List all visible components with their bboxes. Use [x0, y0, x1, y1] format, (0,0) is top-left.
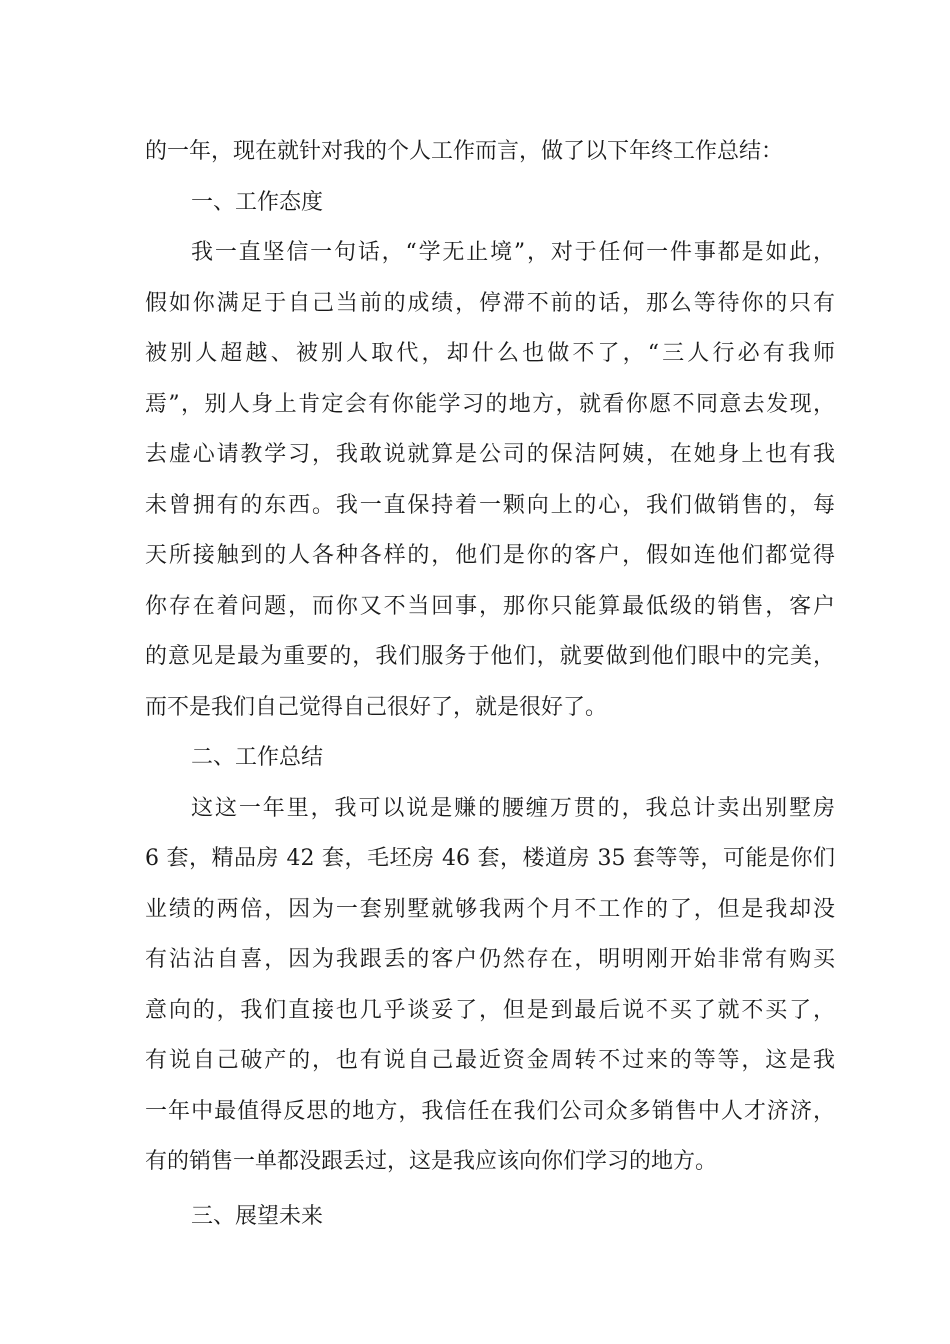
- paragraph-line: 有沾沾自喜，因为我跟丢的客户仍然存在，明明刚开始非常有购买: [145, 947, 835, 972]
- paragraph-line: 焉”，别人身上肯定会有你能学习的地方，就看你愿不同意去发现，: [145, 391, 835, 417]
- paragraph-line: 这这一年里，我可以说是赚的腰缠万贯的，我总计卖出别墅房: [191, 795, 835, 821]
- paragraph-line: 有的销售一单都没跟丢过，这是我应该向你们学习的地方。: [145, 1149, 718, 1174]
- paragraph-line: 我一直坚信一句话，“学无止境”，对于任何一件事都是如此，: [191, 240, 835, 265]
- paragraph-line: 意向的，我们直接也几乎谈妥了，但是到最后说不买了就不买了，: [145, 997, 835, 1023]
- paragraph-line: 一年中最值得反思的地方，我信任在我们公司众多销售中人才济济，: [145, 1098, 835, 1124]
- paragraph-line: 被别人超越、被别人取代，却什么也做不了，“三人行必有我师: [145, 341, 835, 366]
- paragraph-line: 去虚心请教学习，我敢说就算是公司的保洁阿姨，在她身上也有我: [145, 442, 835, 467]
- section-heading-work-summary: 二、工作总结: [191, 745, 324, 770]
- paragraph-line: 6 套，精品房 42 套，毛坯房 46 套，楼道房 35 套等等，可能是你们: [145, 846, 835, 871]
- section-heading-work-attitude: 一、工作态度: [191, 189, 324, 215]
- paragraph-line: 天所接触到的人各种各样的，他们是你的客户，假如连他们都觉得: [145, 543, 835, 568]
- paragraph-line: 假如你满足于自己当前的成绩，停滞不前的话，那么等待你的只有: [145, 290, 835, 316]
- paragraph-line: 你存在着问题，而你又不当回事，那你只能算最低级的销售，客户: [145, 593, 835, 619]
- paragraph-line: 有说自己破产的，也有说自己最近资金周转不过来的等等，这是我: [145, 1048, 835, 1073]
- section-heading-future-outlook: 三、展望未来: [191, 1203, 324, 1229]
- paragraph-line: 的意见是最为重要的，我们服务于他们，就要做到他们眼中的完美，: [145, 644, 835, 669]
- paragraph-line: 未曾拥有的东西。我一直保持着一颗向上的心，我们做销售的，每: [145, 492, 835, 518]
- paragraph-line: 的一年，现在就针对我的个人工作而言，做了以下年终工作总结：: [145, 139, 784, 164]
- paragraph-line: 业绩的两倍，因为一套别墅就够我两个月不工作的了，但是我却没: [145, 896, 835, 922]
- paragraph-line: 而不是我们自己觉得自己很好了，就是很好了。: [145, 694, 608, 720]
- document-body: [145, 127, 835, 1242]
